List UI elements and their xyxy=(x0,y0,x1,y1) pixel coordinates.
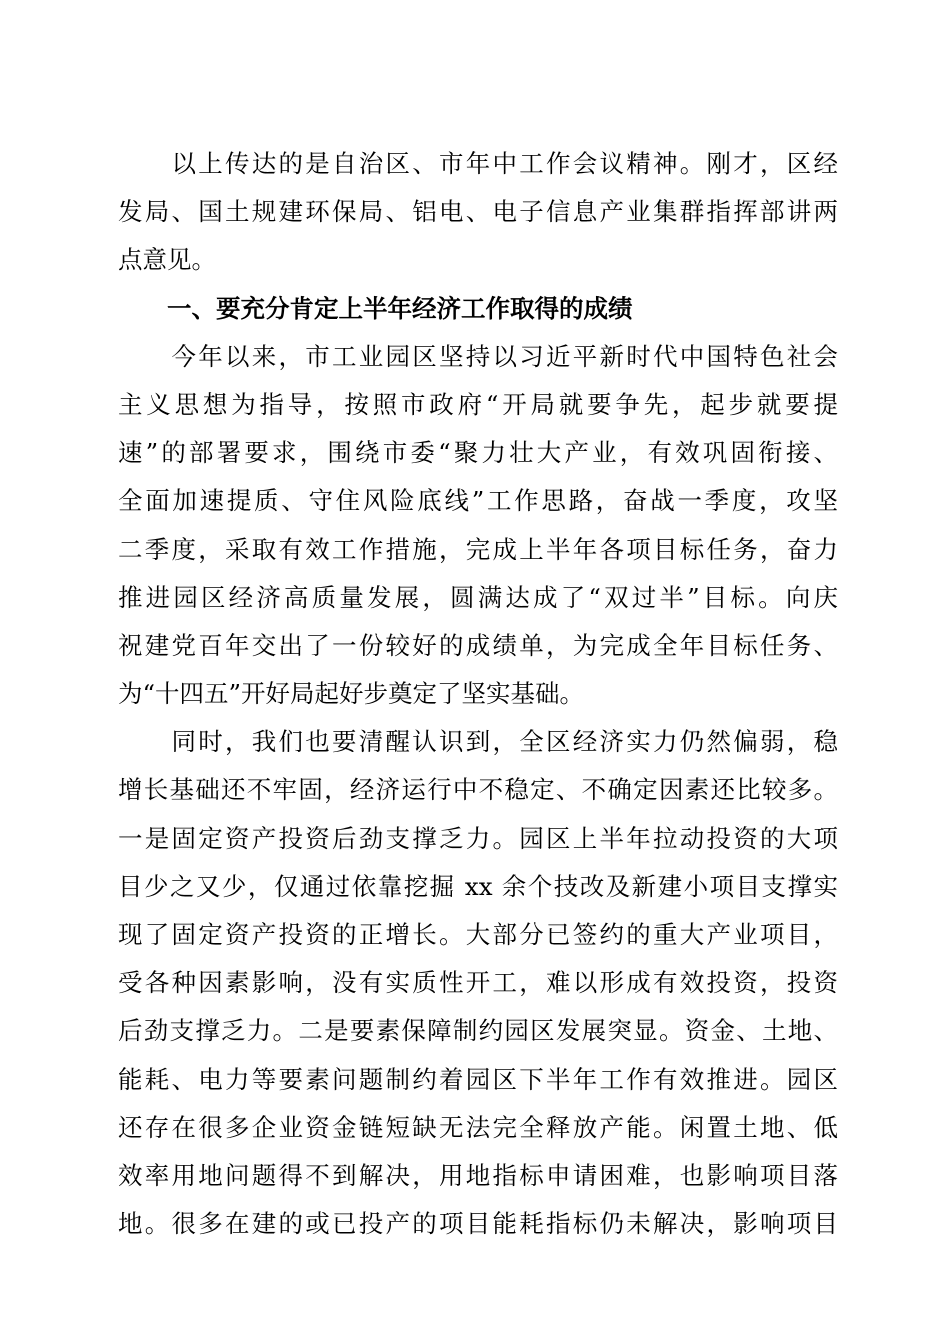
text-line: 一是固定资产投资后劲支撑乏力。园区上半年拉动投资的大项 xyxy=(118,823,838,853)
paragraph-achievements xyxy=(118,333,838,719)
text-line: 二季度，采取有效工作措施，完成上半年各项目标任务，奋力 xyxy=(118,534,838,564)
text-line: 今年以来，市工业园区坚持以习近平新时代中国特色社会 xyxy=(118,341,838,371)
text-line: 后劲支撑乏力。二是要素保障制约园区发展突显。资金、土地、 xyxy=(118,1016,838,1046)
paragraph-challenges xyxy=(118,718,838,1248)
text-line: 点意见。 xyxy=(118,245,216,275)
text-line: 推进园区经济高质量发展，圆满达成了“双过半”目标。向庆 xyxy=(118,582,838,612)
text-line: 现了固定资产投资的正增长。大部分已签约的重大产业项目， xyxy=(118,920,838,949)
text-line: 地。很多在建的或已投产的项目能耗指标仍未解决，影响项目 xyxy=(118,1209,838,1239)
text-line: 效率用地问题得不到解决，用地指标申请困难，也影响项目落 xyxy=(118,1160,838,1190)
text-line: 祝建党百年交出了一份较好的成绩单，为完成全年目标任务、 xyxy=(118,630,838,660)
text-line: 主义思想为指导，按照市政府“开局就要争先，起步就要提 xyxy=(118,389,838,419)
heading-line: 一、要充分肯定上半年经济工作取得的成绩 xyxy=(118,293,633,323)
body-text xyxy=(118,140,838,1248)
text-line: 能耗、电力等要素问题制约着园区下半年工作有效推进。园区 xyxy=(118,1064,838,1094)
text-line: 发局、国土规建环保局、铝电、电子信息产业集群指挥部讲两 xyxy=(118,197,838,227)
text-line: 还存在很多企业资金链短缺无法完全释放产能。闲置土地、低 xyxy=(118,1112,838,1142)
text-line: 为“十四五”开好局起好步奠定了坚实基础。 xyxy=(118,679,585,709)
text-line: 目少之又少，仅通过依靠挖掘 xx 余个技改及新建小项目支撑实 xyxy=(118,871,838,901)
text-line: 以上传达的是自治区、市年中工作会议精神。刚才，区经 xyxy=(118,149,838,178)
text-line: 受各种因素影响，没有实质性开工，难以形成有效投资，投资 xyxy=(118,968,838,998)
text-line: 速”的部署要求，围绕市委“聚力壮大产业，有效巩固衔接、 xyxy=(118,438,838,468)
text-line: 全面加速提质、守住风险底线”工作思路，奋战一季度，攻坚 xyxy=(118,486,838,516)
paragraph-intro xyxy=(118,140,838,285)
text-line: 增长基础还不牢固，经济运行中不稳定、不确定因素还比较多。 xyxy=(118,775,838,805)
section-heading xyxy=(118,285,838,333)
text-line: 同时，我们也要清醒认识到，全区经济实力仍然偏弱，稳 xyxy=(118,727,838,757)
